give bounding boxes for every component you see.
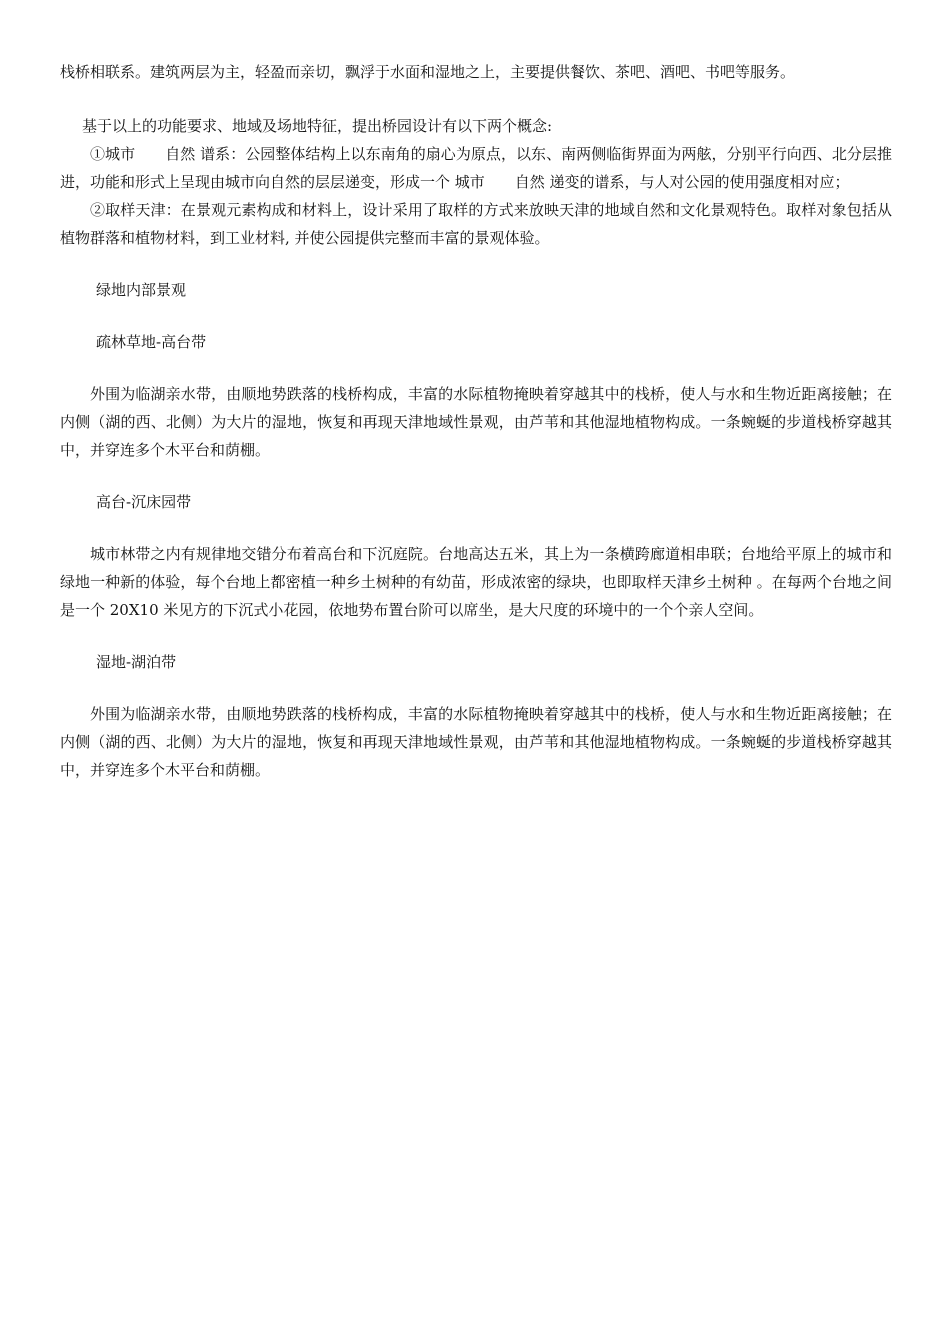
document-page	[60, 58, 892, 784]
section-heading-wetland-lake: 湿地-湖泊带	[96, 653, 177, 671]
paragraph-concept-2: ②取样天津：在景观元素构成和材料上，设计采用了取样的方式来放映天津的地域自然和文化景观特色。取样对象包括从植物群落和植物材料，到工业材料, 并使公园提供完整而丰富的景观体验。	[60, 201, 892, 247]
paragraph-concepts-intro: 基于以上的功能要求、地域及场地特征，提出桥园设计有以下两个概念:	[82, 117, 553, 135]
paragraph-continuation: 栈桥相联系。建筑两层为主，轻盈而亲切，飘浮于水面和湿地之上，主要提供餐饮、茶吧、酒吧、书吧等服务。	[60, 63, 796, 81]
section-heading-greenland: 绿地内部景观	[96, 281, 187, 299]
paragraph-concept-1: ①城市 自然 谱系：公园整体结构上以东南角的扇心为原点，以东、南两侧临街界面为两舷，分别平行向西、北分层推进，功能和形式上呈现由城市向自然的层层递变，形成一个 城市 自然 递变的谱系，与人对公园的使用强度相对应；	[60, 145, 892, 191]
section-heading-terrace-sunken: 高台-沉床园带	[96, 493, 192, 511]
paragraph-terrace-sunken: 城市林带之内有规律地交错分布着高台和下沉庭院。台地高达五米，其上为一条横跨廊道相串联；台地给平原上的城市和绿地一种新的体验，每个台地上都密植一种乡土树种的有幼苗，形成浓密的绿块，也即取样天津乡土树种 。在每两个台地之间是一个 20X10 米见方的下沉式小花园，依地势布置台阶可以席坐，是大尺度的环境中的一个个亲人空间。	[60, 545, 892, 619]
paragraph-wetland-lake: 外围为临湖亲水带，由顺地势跌落的栈桥构成，丰富的水际植物掩映着穿越其中的栈桥，使人与水和生物近距离接触；在内侧（湖的西、北侧）为大片的湿地，恢复和再现天津地域性景观，由芦苇和其他湿地植物构成。一条蜿蜒的步道栈桥穿越其中，并穿连多个木平台和荫棚。	[60, 705, 892, 779]
section-heading-woodland-terrace: 疏林草地-高台带	[96, 333, 207, 351]
paragraph-woodland-terrace: 外围为临湖亲水带，由顺地势跌落的栈桥构成，丰富的水际植物掩映着穿越其中的栈桥，使人与水和生物近距离接触；在内侧（湖的西、北侧）为大片的湿地，恢复和再现天津地域性景观，由芦苇和其他湿地植物构成。一条蜿蜒的步道栈桥穿越其中，并穿连多个木平台和荫棚。	[60, 385, 892, 459]
